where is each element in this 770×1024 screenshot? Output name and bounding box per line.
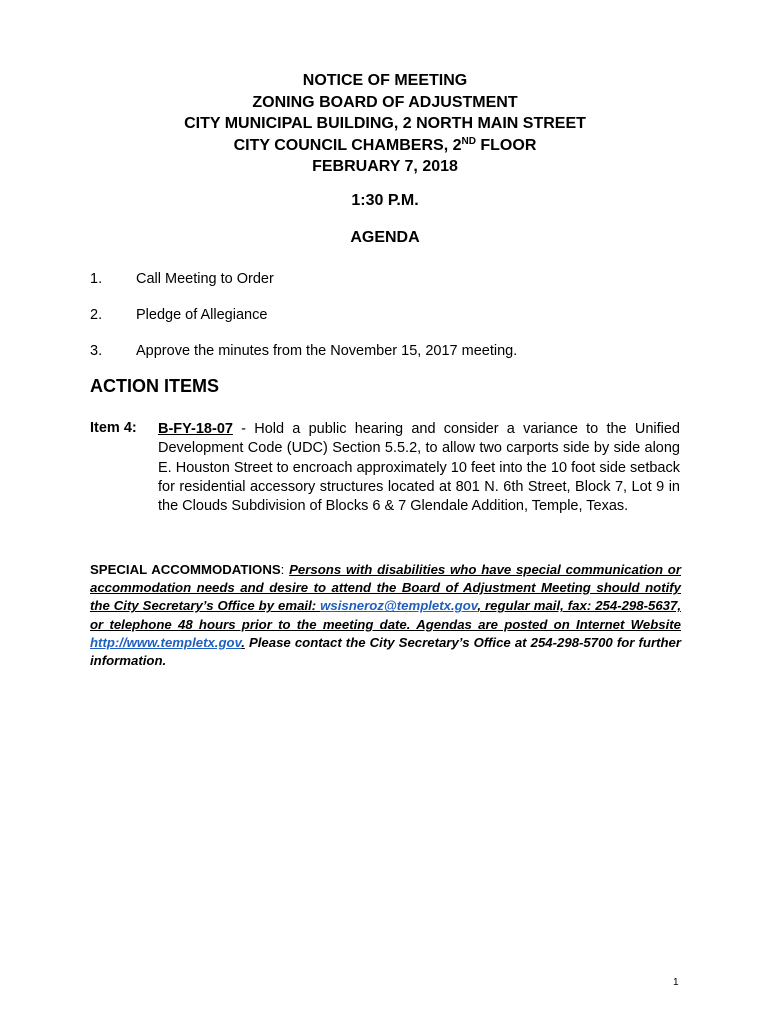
agenda-item-3 [90,343,517,359]
agenda-item-number: 2. [90,307,103,323]
meeting-date: FEBRUARY 7, 2018 [312,158,458,175]
page-number: 1 [673,977,679,988]
agenda-item-text: Approve the minutes from the November 15, 2017 meeting. [136,343,518,359]
item4-text: - Hold a public hearing and consider a variance to the Unified Development Code (UDC) Section 5.5.2, to allow two carports side by side along E. Houston Street to encroach approximately 10 feet into the 10 foot side setback for residential accessory structures located at 801 N. 6th Street, Block 7, Lot 9 in the Clouds Subdivision of Blocks 6 & 7 Glendale Addition, Temple, Texas. [158,421,680,515]
agenda-title: AGENDA [350,229,420,246]
notice-title: NOTICE OF MEETING [302,72,468,89]
agenda-item-2 [90,307,267,323]
agenda-item-number: 1. [90,271,103,287]
action-items-heading: ACTION ITEMS [90,376,219,396]
agenda-item-text: Call Meeting to Order [136,271,274,287]
meeting-room [0,135,770,157]
accommodation-notice: Persons with disabilities who have special communication or accommodation needs and desire to attend the Board of Adjustment Meeting should notify the City Secretary’s Office by email: [90,562,681,614]
email-link[interactable]: wsisneroz@templetx.gov [320,598,478,614]
agenda-item-1 [90,271,274,287]
case-code: B-FY-18-07 [158,421,233,437]
accommodation-notice-cont: , regular mail, fax: 254-298-5637, or telephone 48 hours prior to the meeting date. Agendas are posted on Internet Website [90,598,681,632]
website-link[interactable]: http://www.templetx.gov [90,634,242,650]
meeting-room-post: FLOOR [475,136,537,154]
building-address: CITY MUNICIPAL BUILDING, 2 NORTH MAIN STREET [184,115,586,132]
meeting-room-pre: CITY COUNCIL CHAMBERS, 2 [233,136,462,154]
meeting-header [0,70,770,178]
special-accommodations-label: SPECIAL ACCOMMODATIONS [90,562,281,577]
agenda-item-text: Pledge of Allegiance [136,307,268,323]
special-colon: : [280,562,290,577]
agenda-item-number: 3. [90,343,103,359]
accommodation-notice-period: . [241,634,245,650]
contact-info: Please contact the City Secretary’s Office at 254-298-5700 for further information. [90,634,681,669]
item4-label: Item 4: [90,420,137,436]
item4-description [158,420,680,516]
meeting-room-sup: ND [461,135,476,147]
meeting-time: 1:30 P.M. [351,192,419,209]
board-name: ZONING BOARD OF ADJUSTMENT [252,93,518,111]
special-accommodations [90,561,681,670]
